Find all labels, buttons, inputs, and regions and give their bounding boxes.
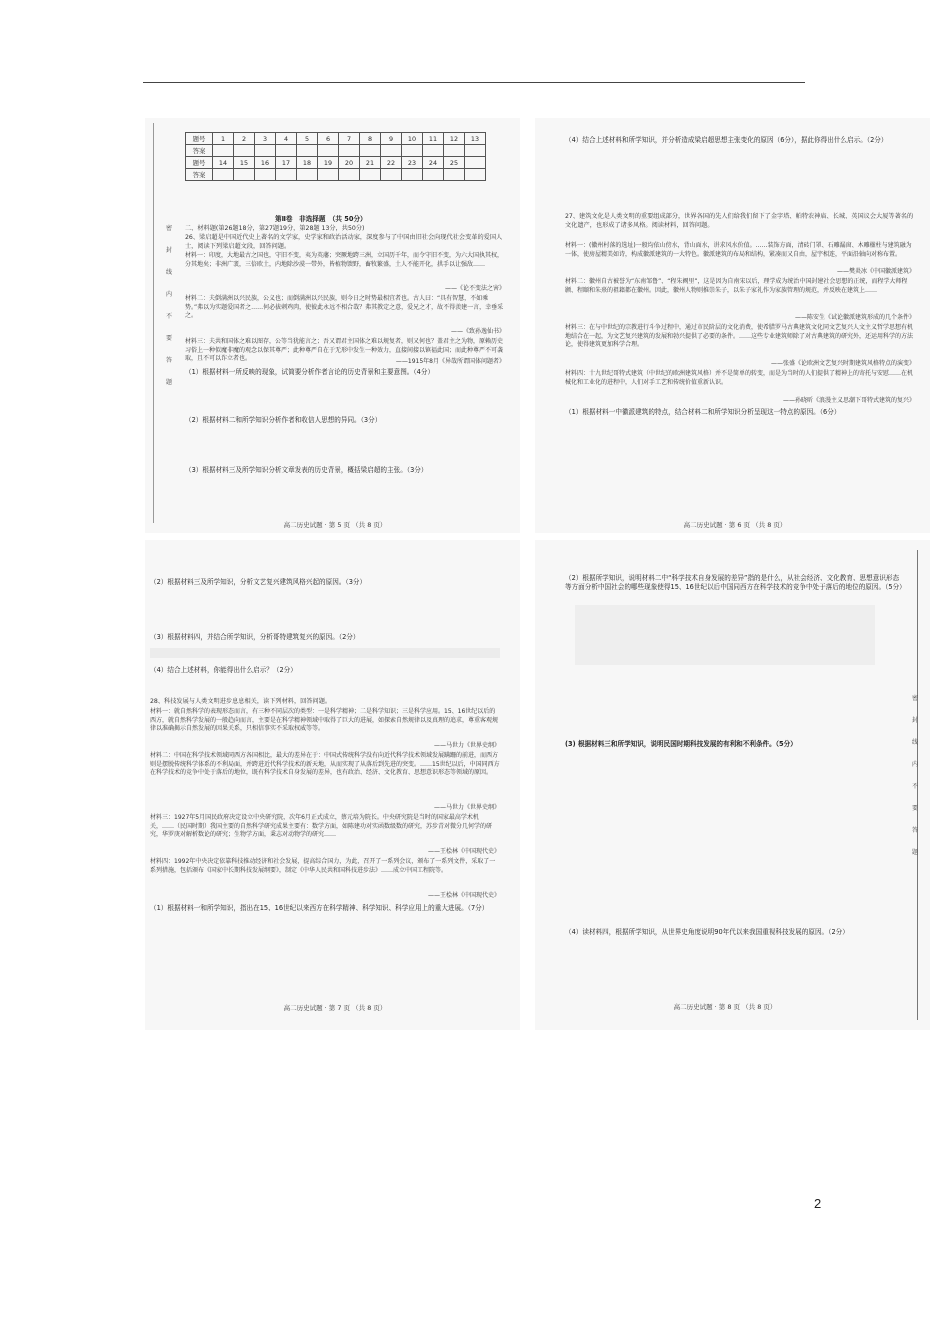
seal-line-text: 密 封 线 内 不 要 答 题: [911, 695, 918, 856]
answer-grid: [185, 132, 486, 181]
sub-question-1: （1）根据材料一中徽派建筑的特点，结合材料二和所学知识分析呈现这一特点的原因。（6分）: [565, 408, 841, 416]
page-footer: 高二历史试题 · 第 7 页 （共 8 页）: [283, 1004, 387, 1012]
material-3: 材料三：1927年5月国民政府决定设立中央研究院，次年6月正式成立，蔡元培为院长。中央研究院是当时的国家最高学术机关，……（民国时期）我国主要的自然科学研究成果主要有：数学方面，如陈建功对实函数级数的研究，苏步青对微分几何学的研究，华罗庚对解析数论的研究；生物学方面，秉志对动物学的研究……: [150, 814, 493, 839]
table-row: 答案: [186, 145, 486, 157]
page-number: 2: [814, 1196, 822, 1211]
question-27: 27、建筑文化是人类文明的重要组成部分，世界各国的先人们给我们留下了金字塔、帕特农神庙、长城、英国议会大厦等著名的文化遗产，也形成了诸多风格。阅读材料，回答问题。: [565, 213, 914, 229]
section-title: 第Ⅱ卷 非选择题 （共 50分）: [275, 215, 367, 223]
sub-question-4: （4）读材料四，根据所学知识，从世界史角度说明90年代以来我国重视科技发展的原因。（2分）: [565, 928, 849, 936]
seal-line-text: 密 封 线 内 不 要 答 题: [165, 225, 172, 386]
header-rule: [143, 82, 805, 83]
sub-question-3: （3）根据材料三及所学知识分析文章发表的历史背景，概括梁启超的主张。（3分）: [185, 466, 428, 474]
exam-page-6: [535, 118, 930, 533]
material-3: 材料三：夫共和国体之难以图存，公等当犹能言之；吾又谓君主国体之难以规复者，则又何也？盖君主之为物，原赖历史习俗上一种似魔非魔的观念以保其尊严；此种尊严自在于无形中发生一种效力，直接间接以镇福此国；而此种尊严不可袭取，且不可以诈立者也。: [185, 338, 504, 363]
sub-question-1: （1）根据材料一所反映的现象，试简要分析作者言论的历史背景和主要意图。（4分）: [185, 368, 435, 376]
material-3: 材料三：在与中世纪的宗教进行斗争过程中，通过市民阶层的文化消费，使希腊罗马古典建筑文化同文艺复兴人文主义哲学思想有机地结合在一起，为文艺复兴建筑的发展和勃兴提供了必要的条件。……这些专业建筑师除了对古典建筑的研究外，还运用科学的方法论，使得建筑更加科学合理。: [565, 324, 914, 349]
material-4: 材料四：十九世纪哥特式建筑（中世纪的欧洲建筑风格）并不是简单的转变，而是为当时的人们提供了精神上的寄托与安慰……在机械化和工业化的进程中，人们对手工艺和传统价值重新认识。: [565, 370, 914, 386]
sub-question-2: （2）根据所学知识，说明材料二中“科学技术自身发展的差异”指的是什么，从社会经济、文化教育、思想意识形态等方面分析中国社会的哪些现象使得15、16世纪以后中国同西方在科学技术的竞争中处于落后的地位的原因。（5分）: [565, 574, 906, 591]
page-footer: 高二历史试题 · 第 6 页 （共 8 页）: [683, 521, 787, 529]
material-4-source: ——王桧林《中国现代史》: [427, 892, 500, 899]
material-2-source: ——马世力《世界史纲》: [433, 804, 500, 811]
table-row: 答案: [186, 169, 486, 181]
exam-page-8: [535, 540, 930, 1030]
sub-question-3: (3) 根据材料三和所学知识，说明民国时期科技发展的有利和不利条件。（5分）: [565, 740, 797, 748]
material-1: 材料一：就自然科学的表现形态而言，有三种不同层次的类型：一是科学精神；二是科学知识；三是科学应用。15、16世纪以后的西方，就自然科学发展的一般趋向而言，主要是在科学精神领域中取得了巨大的进展，如探索自然规律以及真理的追求，尊重客观规律以准确揭示自然发展的因果关系，只相信事实不采取权威等等。: [150, 708, 499, 733]
material-2-source: ——陈安生《试论徽派建筑形成的几个条件》: [794, 314, 915, 321]
material-1-source: ——樊炎冰《中国徽派建筑》: [836, 268, 915, 275]
sub-question-4: （4）结合上述材料和所学知识，并分析造成梁启超思想主张变化的原因（6分），据此你得出什么启示。（2分）: [565, 136, 888, 144]
scan-noise: [575, 605, 875, 665]
material-4: 材料四：1992年中央决定依靠科技推动经济和社会发展，提高综合国力，为此，召开了一系列会议，颁布了一系列文件，采取了一系列措施，包括颁布《国家中长期科技发展纲要》，制定《中华人民共和国科技进步法》……成立中国工程院等。: [150, 858, 496, 874]
material-2-source: ——《致孙逸仙书》: [450, 328, 505, 335]
material-1-source: ——马世力《世界史纲》: [433, 742, 500, 749]
material-3-source: ——张盛《论欧洲文艺复兴时期建筑风格特点的演变》: [770, 360, 915, 367]
material-1: 材料一：印度，大地最古之国也，守旧不变，夷为英藩；突厥地跨三洲，立国历千年，而令守旧不变，为六大国执其权，分其地矣；非洲广袤，三倍欧土，内地除沙漠一带外，皆植物馈野，畜牧繁盛，土人不能开化，拱手以让强敌……: [185, 252, 504, 268]
material-2: 材料二：中国在科学技术领域同西方各国相比，最大的差异在于：中国式传统科学没有向近代科学技术领域发展蹒跚的前进，而西方则是摆脱传统科学体系的不利局面，并跨进近代科学技术的新天地，从而实现了从落后到先进的突变。……15世纪以后，中国同西方在科学技术的竞争中处于落后的地位，既有科学技术自身发展的差异，也有政治、经济、文化教育、思想意识形态等领域的原因。: [150, 752, 500, 777]
material-1-source: ——《论不变法之害》: [444, 285, 505, 292]
section-intro: 二、材料题(第26题18分，第27题19分，第28题 13分，共50分): [185, 225, 365, 232]
exam-page-5: [145, 118, 520, 533]
sub-question-1: （1）根据材料一和所学知识，指出在15、16世纪以来西方在科学精神、科学知识、科学应用上的重大进展。（7分）: [150, 904, 489, 912]
scan-noise: [150, 648, 500, 658]
material-2: 材料二：徽州自古被誉为“东南邹鲁”、“程朱阙里”，这是因为自南宋以后，理学成为统治中国封建社会思想的正统，而程学大师程颢、程颐和朱熹的祖籍都在徽州。因此，徽州人物则推崇朱子，以朱子家礼作为家族管理的规范，并反映在建筑上……: [565, 278, 908, 294]
exam-page-7: [145, 540, 520, 1030]
material-4-source: ——孙晓昕《浪漫主义思潮下哥特式建筑的复兴》: [782, 397, 915, 404]
question-28: 28、科技发展与人类文明进步息息相关，读下列材料，回答问题。: [150, 698, 332, 705]
material-3-source: ——1915年8月《异哉所谓国体问题者》: [395, 358, 505, 365]
table-row: 题号 14 15 16 17 18 19 20 21 22 23 24 25: [186, 157, 486, 169]
material-2: 材料二：夫倒满洲以兴民族，公义也；而倒满洲以兴民族，则今日之时势最相宜者也。古人曰：“具有智慧，不如乘势。”弗以为实题爱国者之……何必拔刺鸡肉，使彼此永远不相合哉？弗其教定之意，爱兄之才，故不得羡建一言，幸垂采之。: [185, 295, 504, 320]
binding-line: [153, 123, 154, 523]
question-26: 26、梁启超是中国近代史上著名的文学家，史学家和政治活动家，深度参与了中国由旧社会向现代社会变革的爱国人士，阅读下列梁启超文段，回答问题。: [185, 234, 503, 250]
sub-question-4: （4）结合上述材料，你能得出什么启示？（2分）: [150, 666, 297, 674]
page-footer: 高二历史试题 · 第 8 页 （共 8 页）: [673, 1003, 777, 1011]
page-footer: 高二历史试题 · 第 5 页 （共 8 页）: [283, 521, 387, 529]
material-1: 材料一：(徽州村落的选址)一般均依山傍水，背山面水，讲求风水价值。……装饰方面，清砖门罩、石雕漏窗、木雕楹柱与建筑融为一体，使房屋精美如诗，构成徽派建筑的一大特色。徽派建筑的布局和结构，紧凑而又自由，屋宇相连，平面沿轴向对称布置。: [565, 242, 912, 258]
table-row: 题号 1 2 3 4 5 6 7 8 9 10 11 12 13: [186, 133, 486, 145]
sub-question-3: （3）根据材料四，并结合所学知识，分析哥特建筑复兴的原因。（2分）: [150, 633, 360, 641]
sub-question-2: （2）根据材料二和所学知识分析作者和收信人思想的异同。（3分）: [185, 416, 382, 424]
material-3-source: ——王桧林《中国现代史》: [427, 848, 500, 855]
sub-question-2: （2）根据材料三及所学知识，分析文艺复兴建筑风格兴起的原因。（3分）: [150, 578, 367, 586]
